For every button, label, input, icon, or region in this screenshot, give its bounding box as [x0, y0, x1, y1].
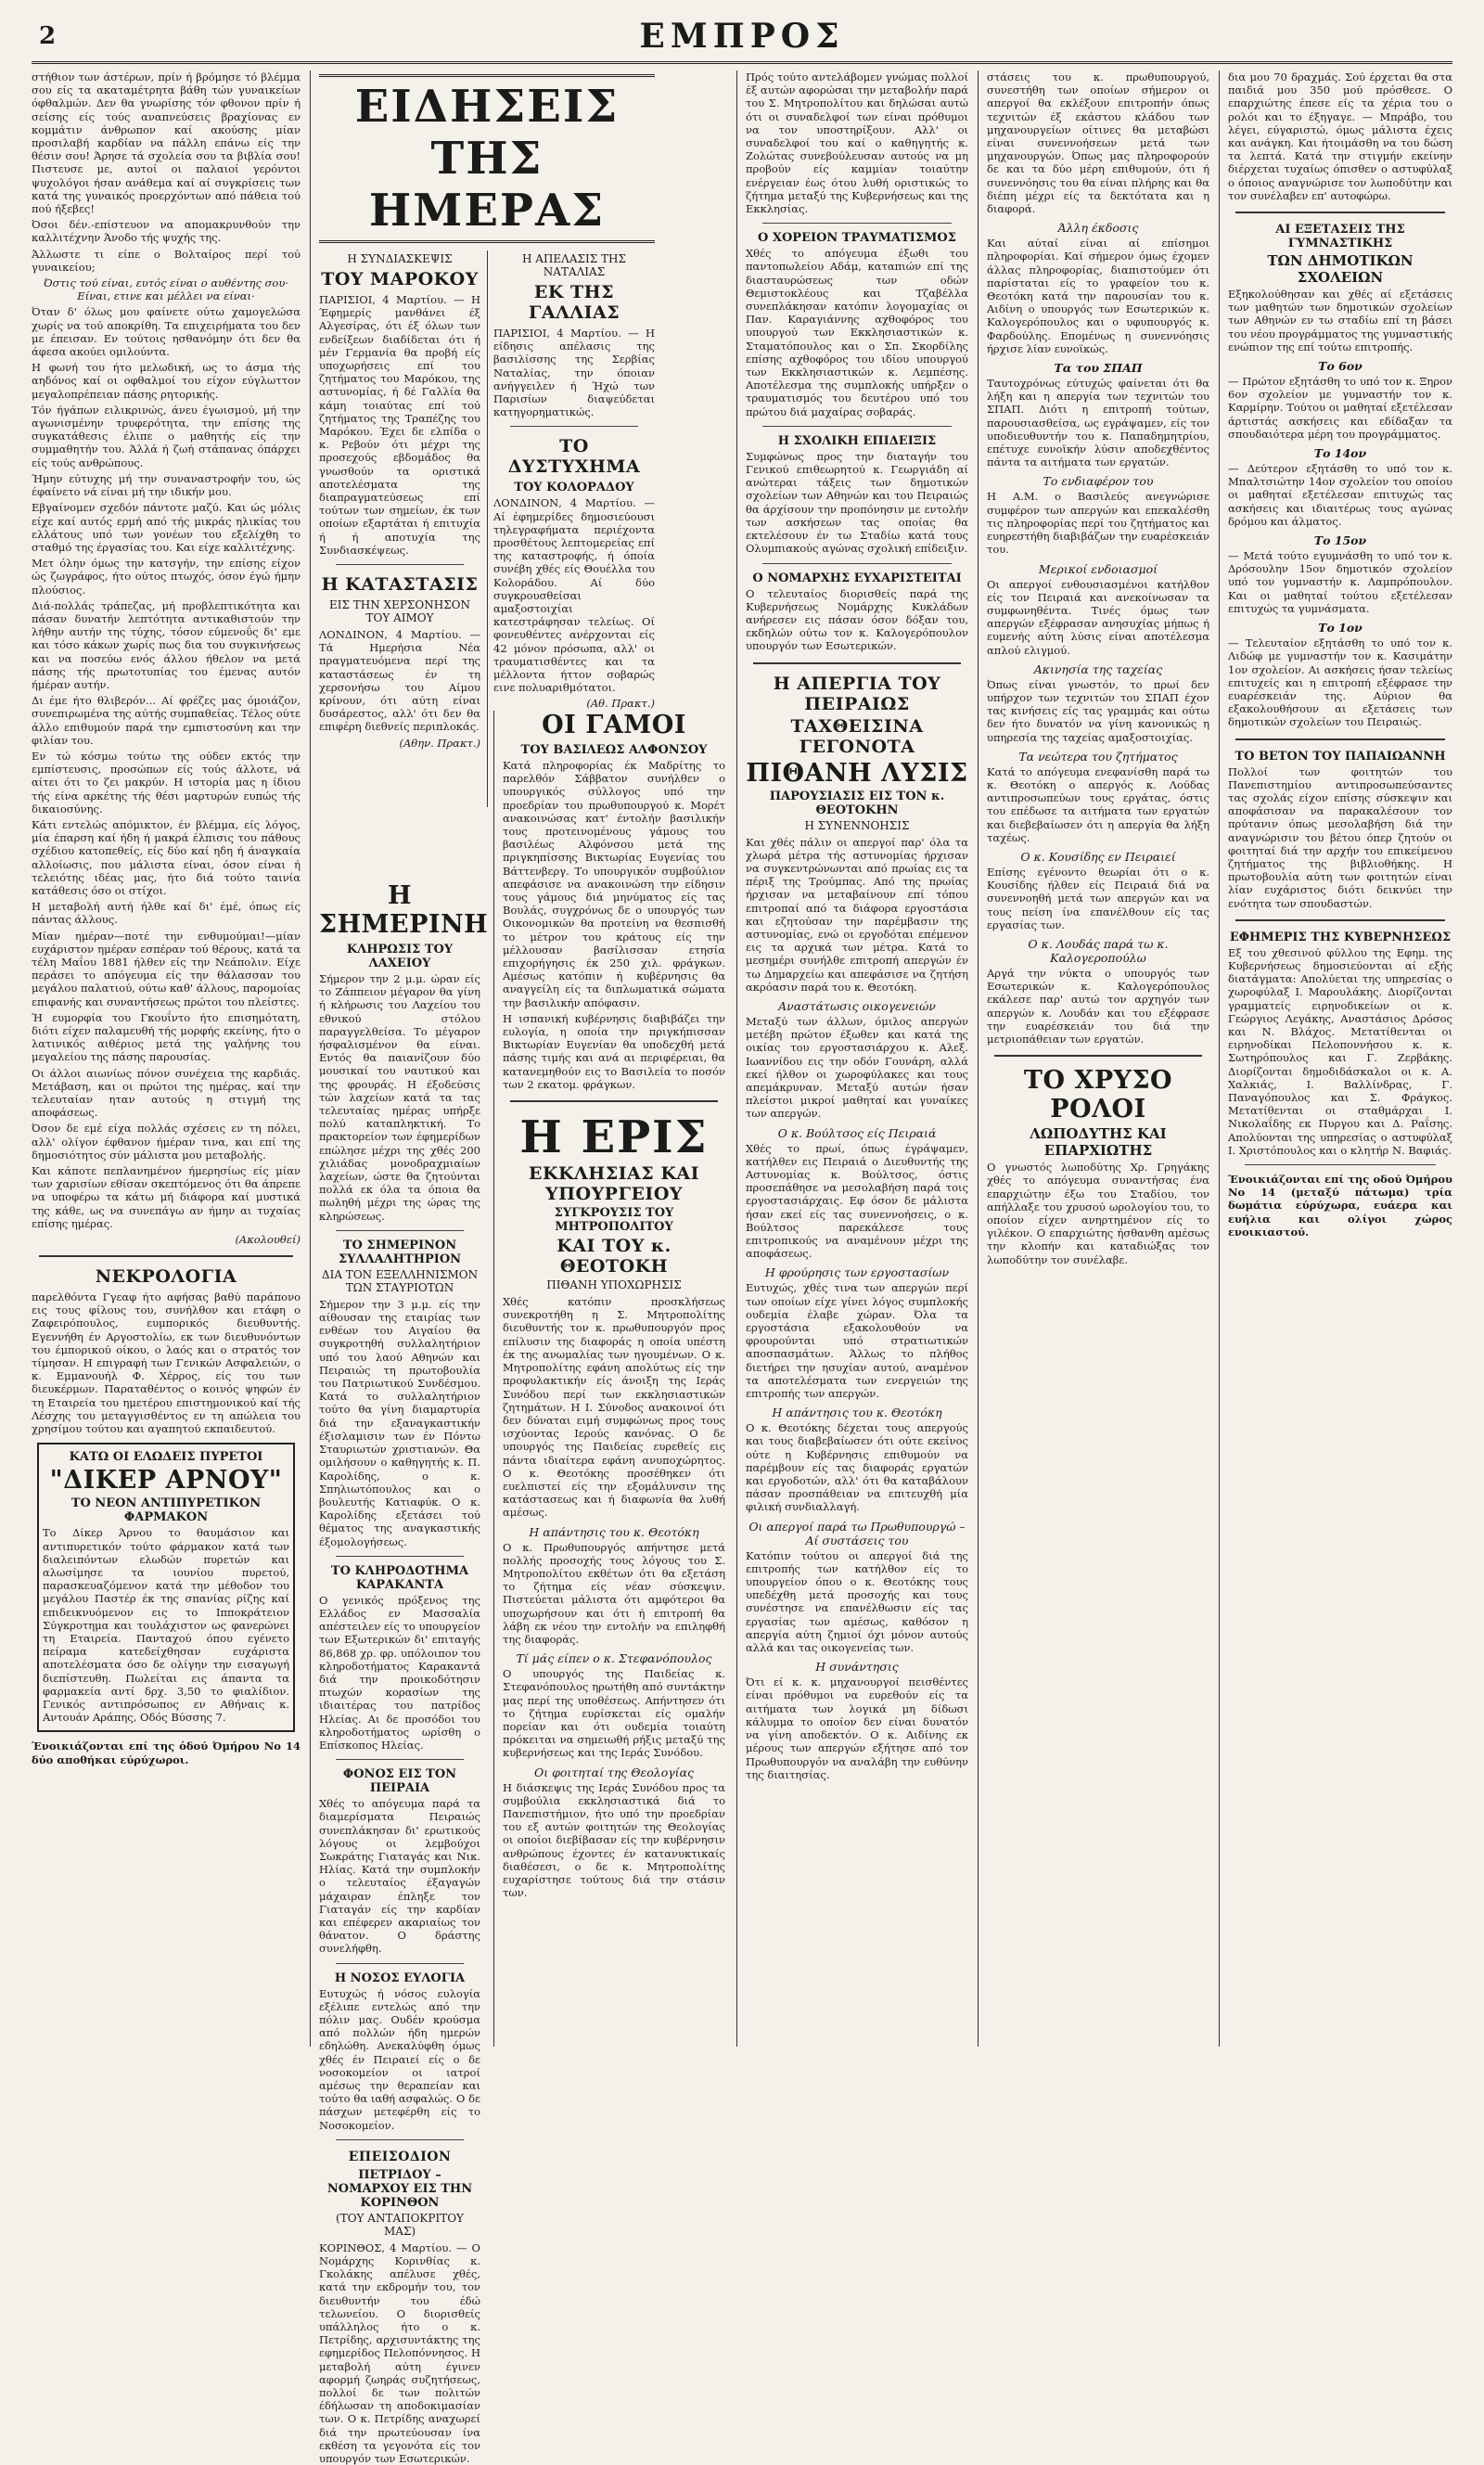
article-headline: ΕΚ ΤΗΣ ΓΑΛΛΙΑΣ	[528, 282, 620, 323]
newspaper-page	[32, 71, 1452, 2465]
ad-body: Το Δίκερ Άρνου το θαυμάσιον και αντιπυρετικόν τούτο φάρμακον κατά των διαλειπόντων ελωδών πυρετών και αλωσίμησε τα ιουνίου πυρετού, παρασκευαζόμενον κατά την μέθοδον του μεγάλου Παστέρ έκ της σπανίας ρίζης καί επιδεικνυόμενον εις το Ιπποκράτειον Σύγκροτημα και τουλάχιστον ως φανερώνει τη Εταιρεία. Πανταχού όπου εγένετο πείραμα κατεδείχθησαν ευχάριστα αποτελέσματα όσο δε ολίγην την εισαγωγή διεπίστευθη. Πωλείται εις άπαντα τα φαρμακεία αντί δρχ. 3,50 το φιαλίδιον. Γενικός αντιπρόσωπος εν Αθήναις κ. Αντουάν Αράπης, Οδός Βύσσης 7.	[43, 1526, 289, 1725]
article-section-title: Τα του ΣΠΑΠ	[1054, 361, 1143, 376]
article-headline: ΤΑΧΘΕΙΣΙΝΑ ΓΕΓΟΝΟΤΑ	[790, 715, 924, 757]
article-text: Πολλοί των φοιτητών του Πανεπιστημίου αντιπροσωπεύσαντες τας σχολάς είχον επίσης σύσκεψιν και αποφάσισαν να παρακαλέσουν τον πρύτανιν όπως μεσολαβήση διά την αναγνώρισιν του βέτου όπερ ζητούν οι φοιτηταί διά την αρχήν του επικείμενου ζητήματος της βιβλιοθήκης. Η πρωτοβουλία αύτη των φοιτητών είναι λίαν ευχάριστος διότι δεικνύει την ενότητα των σπουδαστών.	[1228, 764, 1452, 910]
article-headline: ΤΟ ΔΥΣΤΥΧΗΜΑ	[507, 436, 641, 478]
article-text: ΚΟΡΙΝΘΟΣ, 4 Μαρτίου. — Ο Νομάρχης Κορινθίας κ. Γκολάκης απέλυσε χθές, κατά την εκδρομήν του, τον διευθυντήν του έδώ τελωνείου. Ο διορισθείς υπάλληλος ήτο ο κ. Πετρίδης, αρχισυντάκτης της εφημερίδος Πελοπόννησος. Η μεταβολή αύτη έγινεν αφορμή ζωηράς συζητήσεως, πολλοί δε των πολιτών έδήλωσαν τη αποδοκιμασίαν των. Ο κ. Πετρίδης αναχωρεί διά την πρωτεύουσαν ίνα εκθέση τα γεγονότα είς τον υπουργόν των Εσωτερικών.	[319, 2240, 480, 2465]
article-section-title: Η συνάντησις	[815, 1660, 899, 1675]
article-subheadline: ΤΟΥ ΒΑΣΙΛΕΩΣ ΑΛΦΟΝΣΟΥ	[520, 743, 708, 757]
article-headline: Η ΕΡΙΣ	[519, 1111, 709, 1164]
article-section-title: Οι απεργοί παρά τω Πρωθυπουργώ – Αί συστάσεις του	[748, 1519, 966, 1547]
article-text: ΠΑΡΙΣΙΟΙ, 4 Μαρτίου. — Η Έφημερίς μανθάνει έξ Αλγεσίρας, ότι έξ όλων των ενδείξεων διαδίδεται ότι ή μέν Γερμανία θα προβή είς υποχωρήσεις επί του ζητήματος του Μαρόκου, της αστυνομίας, ή δέ Γαλλία θα κάμη τοιαύτας επί τού ζητήματος της Τραπέζης του Μαρόκου. Έχει δε ελπίδα ο κ. Ρεβούν ότι μέχρι της προσεχούς εβδομάδος θα γνωσθούν τα οριστικά αποτελέσματα της διαπραγματεύσεως επί τούτων των σημείων, έκ των οποίων εξαρτάται ή επιτυχία ή ή αποτυχία της Συνδιασκέψεως.	[319, 293, 480, 557]
serial-text: Τόν ήγάπων ειλικρινώς, άνευ έγωισμού, μή την αγωνισμένην τρυφερότητα, την επίσης της συγκατάθεσις έλιπε ο μαθητής είς την συμμαθητήν του. Άλλά ή ζωή στάπανας όπάρχει είς τούς ανθρώπους.	[32, 403, 301, 469]
article-text: Ο γενικός πρόξενος της Ελλάδος εν Μασσαλία απέστειλεν είς το υπουργείον των Εξωτερικών δι' επιταγής 86,868 χρ. φρ. υπόλοιπον του κληροδοτήματος Καρακαντά διά την προικοδότησιν πτωχών κορασίων της ιδιαιτέρας του πατρίδος Ηλείας. Αι δε προσόδοι του κληροδοτήματος ωρίσθη ο Επίσκοπος Ηλείας.	[319, 1593, 480, 1752]
divider	[336, 564, 464, 565]
serial-text: Και κάποτε πεπλανημένον ήμερησίως είς μίαν των χαρισίων εθίσαν σκεπτόμενος ότι θα άπρεπε να υποφέρω τα κάτω μή διάφορα καί μυστικά της κάθε, ως να συνεπάγω αν ήμην αι τυχαίας επίσης ημέρας.	[32, 1164, 301, 1230]
column-3	[503, 711, 725, 2047]
ad-subheadline: ΤΟ ΝΕΟΝ ΑΝΤΙΠΥΡΕΤΙΚΟΝ ΦΑΡΜΑΚΟΝ	[70, 1496, 262, 1525]
article-text: Ευτυχώς ή νόσος ευλογία εξέλιπε εντελώς από την πόλιν μας. Ουδέν κρούσμα από πολλών ήδη ημερών εδηλώθη. Ανεκαλύφθη όμως χθές έν Πειραιεί είς ο δε νοσοκομείον οι ιατροί αμέσως την θεραπείαν και τούτο θα ιαθή ασφαλώς. Ο δε πάσχων μετεφέρθη είς το Νοσοκομείον.	[319, 1986, 480, 2132]
article-text: Σήμερον την 2 μ.μ. ώραν είς το Ζάππειον μέγαρον θα γίνη ή κλήρωσις του Λαχείου του εθνικού στόλου παραγγελθείσα. Το μέγαρον ήσφαλισμένον θα είναι. Εντός θα παιανίζουν δύο μουσικαί του ναυτικού και της φρουράς. Η έξοδεύσις τών λαχείων κατά τα τας τελευταίας ημέρας υπήρξε πολύ καταπληκτική. Το πρακτορείον των έφημερίδων επώλησε μέχρι της χθές 200 χιλιάδας μονοδραχμιαίων λαχείων, ώστε θα ζητούνται πολλά εκ όλα τα όποια θα πωληθή μέχρι της ώρας της κληρώσεως.	[319, 972, 480, 1223]
article-headline: ΕΠΕΙΣΟΔΙΟΝ	[348, 2149, 452, 2164]
divider	[1235, 919, 1445, 921]
article-text: Και χθές πάλιν οι απεργοί παρ' όλα τα χλωρά μέτρα τής αστυνομίας ήρχισαν να συγκεντρώνωνται από πρωίας εις τα πέριξ της Τρούμπας. Από της πρωίας ήρχισαν να μεταβαίνουν επί τόπου επιτροπαί από τα διάφορα εργοστάσια και εζητούσαν την παρέμβασιν της αστυνομίας, ενώ οι εργοδόται επέμενον εις τα αρχικά των μέτρα. Κατά το μεσημέρι συνήλθε επιτροπή απεργών έν τω Δημαρχείω και απεφάσισε να ζητήση ακρόασιν παρά του κ. Θεοτόκη.	[746, 835, 968, 994]
divider	[336, 1230, 464, 1231]
article-subheadline: ΠΑΡΟΥΣΙΑΣΙΣ ΕΙΣ ΤΟΝ κ. ΘΕΟΤΟΚΗΝ	[769, 789, 945, 817]
column-rule	[978, 71, 979, 2047]
article-kicker: Η ΑΠΕΛΑΣΙΣ ΤΗΣ ΝΑΤΑΛΙΑΣ	[522, 252, 626, 278]
article-headline: Η ΝΟΣΟΣ ΕΥΛΟΓΙΑ	[334, 1971, 466, 1985]
serial-text: στήθιον των άστέρων, πρίν ή βρόμησε τό βλέμμα σου είς τα ακαταμέτρητα βάθη τών γυναικείων όφθαλμών. Δεν θα γνωρίσης τόν φθονον πρίν ή σείσης είς τούς αναπνεύσεις βραχίονας εν κομμάτιν άνθρωπον καί ακούσης μίαν προσιλαβή καρδίαν να πάλλη επάνω είς την θέσιν σου! Άρησε τά σχολεία σου τα βιβλία σου! Πιστευσε με, αυτοί οι παλαιοί γερόντοι ψυχολόγοι ήσαν ανάθεμα καί αί συγκρίσεις των κατά της γυναικός προερχόντων από πάθεια τού πού ήξεβες!	[32, 71, 301, 216]
article-text: Ο κ. Θεοτόκης δέχεται τους απεργούς και τους διαβεβαίωσεν ότι ούτε εκείνος ούτε η Κυβέρνησις επιθυμούν να παρέμβουν είς τας διαφοράς εργατών και εργοδοτών, αλλ' ότι θα καταβάλουν πάσαν προσπάθειαν να επιτευχθή μία φιλική συνδιαλλαγή.	[746, 1421, 968, 1514]
article-text: Ευτυχώς, χθές τινα των απεργών περί των οποίων είχε γίνει λόγος συμπλοκής ουδεμία έλαβε χώραν. Όλα τα εργοστάσια εξακολουθούν να φρουρούνται υπό στρατιωτικών αποσπασμάτων. Άλλως το πλήθος διετήρει την ησυχίαν αυτού, αναμένον τα αποτελέσματα των ενεργειών της επιτροπής των απεργών.	[746, 1281, 968, 1401]
article-text: Χθές το απόγευμα έξωθι του παντοπωλείου Αδάμ, καταπιών επί της διασταυρώσεως των οδών Θεμιστοκλέους και Τζαβέλλα συνεπλάκησαν κατόπιν λογομαχίας οι Παν. Καραγιάννης αχθοφόρος του υπουργού των Εκκλησιαστικών κ. Σταματόπουλος και ο Σπ. Σκορδίλης επίσης αχθοφόρος του ιδίου υπουργού των Εκκλησιαστικών κ. Λεμπέσης. Αποτέλεσμα της συμπλοκής υπήρξεν ο τραυματισμός του δευτέρου υπό του πρώτου διά μαχαίρας σοβαράς.	[746, 247, 968, 418]
classified-ad: Ένοικιάζονται επί της όδού Όμήρου Νο 14 δύο αποθήκαι εύρύχωροι.	[32, 1740, 301, 1766]
obituary-heading: ΝΕΚΡΟΛΟΓΙΑ	[95, 1266, 237, 1288]
masthead	[32, 17, 1452, 58]
serial-text: Η μεταβολή αυτή ήλθε καί δι' έμέ, όπως είς πάντας άλλους.	[32, 900, 301, 927]
column-rule	[736, 71, 737, 2047]
article-byline: (ΤΟΥ ΑΝΤΑΠΟΚΡΙΤΟΥ ΜΑΣ)	[336, 2211, 464, 2238]
serial-text: Άλλωστε τι είπε ο Βολταίρος περί τού γυναικείου;	[32, 247, 301, 274]
column-rule	[1219, 71, 1220, 2047]
subcolumn-left-continued	[319, 881, 489, 2465]
serial-quote: Όστις τού είναι, ευτός είναι ο αυθέντης σου· Είναι, ετινε και μέλλει να είναι·	[44, 276, 288, 303]
article-section-title: Το 1ον	[1318, 621, 1362, 636]
article-subheadline: ΤΟΥ ΚΟΛΟΡΑΔΟΥ	[514, 481, 634, 495]
article-subheadline: ΕΚΚΛΗΣΙΑΣ ΚΑΙ ΥΠΟΥΡΓΕΙΟΥ	[529, 1163, 699, 1205]
article-text: Επίσης εγένοντο θεωρίαι ότι ο κ. Κουσίδης ήλθεν είς Πειραιά διά να συνεννοηθή μετά των απεργών και να τους πείση ίνα επανέλθουν είς τας εργασίας των.	[987, 865, 1209, 931]
column-5	[987, 71, 1209, 2047]
article-headline: ΤΟ ΣΗΜΕΡΙΝΟΝ ΣΥΛΛΑΛΗΤΗΡΙΟΝ	[338, 1238, 462, 1266]
divider	[1235, 738, 1445, 740]
article-text: Και αύταί είναι αί επίσημοι πληροφορίαι. Καί σήμερον όμως έχομεν άλλας πληροφορίας, διαπιστούμεν ότι παρίσταται είς το γραφείον του κ. Θεοτόκη κατά την παρουσίαν του κ. Αιδίνη ο υπουργός των Εσωτερικών κ. Καλογερόπουλος και ο υφυπουργός κ. Φαρδούλης. Επομένως η συνεννόησις ήρχισε λίαν ευνοϊκώς.	[987, 237, 1209, 355]
article-headline: ΤΟ ΧΡΥΣΟ ΡΟΛΟΙ	[1023, 1066, 1173, 1124]
article-subheadline: ΣΥΓΚΡΟΥΣΙΣ ΤΟΥ ΜΗΤΡΟΠΟΛΙΤΟΥ	[554, 1206, 674, 1235]
serial-text: Διά-πολλάς τράπεζας, μή προβλεπτικότητα και πάσαν δυνατήν λεπτότητα αντικαθιστούν την λήθην αυτήν της τύχης, τόσον εύμενοΰς δι' εμε και τόσο κάκων χωρίς πως δια του συγκινήσεως και να ποσεύω ενός άλλου ήθελον να μετά πάσης τής πρωτοτυπίας του έμενας αυτόν ήμέραν αυτήν.	[32, 598, 301, 691]
article-kicker: ΠΙΘΑΝΗ ΥΠΟΧΩΡΗΣΙΣ	[546, 1278, 682, 1292]
article-headline: ΤΟ ΒΕΤΟΝ ΤΟΥ ΠΑΠΑΙΩΑΝΝΗ	[1235, 749, 1446, 764]
article-headline: ΕΦΗΜΕΡΙΣ ΤΗΣ ΚΥΒΕΡΝΗΣΕΩΣ	[1229, 930, 1452, 944]
ad-product-name: "ΔΙΚΕΡ ΑΡΝΟΥ"	[49, 1466, 283, 1496]
article-headline: Η ΚΑΤΑΣΤΑΣΙΣ	[321, 574, 479, 596]
column-4	[746, 71, 968, 2047]
serial-text: Κάτι εντελώς απόμικτον, έν βλέμμα, είς λόγος, μία έπαρση καί ήδη ή μακρά έλπισις του πάθους σχέδιου κατοπεθείς, είς δύο καί ηδη ή άναγκαία αλλοίωσις, που μάλιστα είναι, όσον είναι ή τελειότης ιδέας μας, ήτο διά τούτο ταινία κατάθεσις όσο οι στίχοι.	[32, 817, 301, 897]
article-headline: ΦΟΝΟΣ ΕΙΣ ΤΟΝ ΠΕΙΡΑΙΑ	[342, 1767, 457, 1796]
article-text: Κατόπιν τούτου οι απεργοί διά της επιτροπής των κατήλθον είς το υπουργείον όπου ο κ. Θεοτόκης τους υπεδέχθη μετά προσοχής και τους συνέστησε να επανέλθωσιν είς τας εργασίας των αμέσως, καθόσον η απεργία αύτη ζημιοί όχι μόνον αυτούς αλλά και τας οικογενείας των.	[746, 1548, 968, 1655]
article-section-title: Ο κ. Κουσίδης εν Πειραιεί	[1020, 849, 1176, 864]
article-section-title: Ο κ. Λουδάς παρά τω κ. Καλογεροπούλω	[1028, 936, 1169, 965]
article-text: Ο υπουργός της Παιδείας κ. Στεφανόπουλος ηρωτήθη από συντάκτην μας περί της υποθέσεως. Απήντησεν ότι το ζήτημα ευρίσκεται είς ομαλήν πορείαν και ότι ουδεμία τοιαύτη πρόκειται να σημειωθή ρήξις μεταξύ της κυβερνήσεως και της Ιεράς Συνόδου.	[503, 1667, 725, 1760]
article-headline: ΟΙ ΓΑΜΟΙ	[542, 711, 686, 739]
serial-text: Όταν δ' όλως μου φαίνετε ούτω χαμογελώσα χωρίς να τού αποκρίθη. Τα επιχειρήματα του δεν με έπεισαν. Εν τούτοις ησθανόμην ότι δεν θα άφεσα ακούει ομιλούντα.	[32, 305, 301, 359]
article-subheadline: ΠΕΤΡΙΔΟΥ – ΝΟΜΑΡΧΟΥ ΕΙΣ ΤΗΝ ΚΟΡΙΝΘΟΝ	[326, 2167, 473, 2210]
divider	[336, 2139, 464, 2140]
divider	[1235, 212, 1445, 213]
masthead-rule	[32, 61, 1452, 64]
article-headline: Η ΣΗΜΕΡΙΝΗ	[319, 881, 489, 939]
article-section-title: Οι φοιτηταί της Θεολογίας	[533, 1765, 695, 1779]
divider	[39, 1255, 293, 1257]
article-headline: ΤΟ ΚΛΗΡΟΔΟΤΗΜΑ ΚΑΡΑΚΑΝΤΑ	[330, 1563, 469, 1592]
divider	[510, 426, 638, 427]
article-subheadline: ΚΛΗΡΩΣΙΣ ΤΟΥ ΛΑΧΕΙΟΥ	[346, 943, 454, 970]
article-text: στάσεις του κ. πρωθυπουργού, συνεστήθη των οποίων σήμερον οι απεργοί θα εκλέξουν επιτροπήν όπως τεχνιτών έξ εκάστου κλάδου των μηχανουργείων οίτινες θα μεταβώσι είναι συνεννοήσεων μετά των μηχανουργών. Όπως μας πληροφορούν δε και τα δύο μέρη επιθυμούν, ότι ή συνεννόησις του θα είναι πλήρης και θα διέπη μέχρι είς τα δεκτότατα και η διαφορά.	[987, 71, 1209, 216]
article-text: Ότι εί κ. κ. μηχανουργοί πεισθέντες είναι πρόθυμοι να ευρεθούν είς τα αιτήματα των λογικά μη δίδωσι κάλυμμα το οποίον δεν είναι δυνατόν να γίνη αποδεκτόν. Ο κ. Αιδίνης εκ μέρους των απεργών εξήτησε από τον Πρωθυπουργόν να αναλάβη την ευθύνην της διαιτησίας.	[746, 1675, 968, 1781]
serial-text: Όσον δε εμέ είχα πολλάς σχέσεις εν τη πόλει, αλλ' ολίγον έφθανον ήμέραν τινα, και επί της δημοσιότητος σύν μάλιστα μου μεταβολής.	[32, 1122, 301, 1162]
article-text: Όπως είναι γνωστόν, το πρωί δεν υπήρχον των τεχνιτών του ΣΠΑΠ έχον τας κινήσεις είς τας γραμμάς και ούτω δεν ήτο δυνατόν να γίνη κανονικώς η υπηρεσία της ταχείας αμαξοστοιχίας.	[987, 677, 1209, 744]
article-section-title: Ακινησία της ταχείας	[1033, 661, 1163, 676]
serial-text: Εν τώ κόσμω τούτω της ούδεν εκτός την εμπίστευσις, προσώπων είς τούς άλλοτε, νά αίτει ότι το ζει μακρύν. Η ιστορία μας η ίδιου τής είνα αρκέτης τής θέσι μαρτυρών ευπώς τής δικαιοσύνης.	[32, 749, 301, 815]
article-section-title: Το ενδιαφέρον του	[1043, 474, 1154, 489]
article-section-title: Το 14ον	[1313, 446, 1367, 461]
article-text: Ο γνωστός λωποδύτης Χρ. Γρηγάκης χθές το απόγευμα συναντήσας ένα επαρχιώτην έξω του Σταδίου, τον απήλλαξε του χρυσού ωρολογίου του, το οποίον είχεν ανηρτημένον είς το γιλέκον. Ο επαρχιώτης ήσθανθη αμέσως την κλοπήν και καταδιώξας τον λωποδύτην τον συνέλαβε.	[987, 1161, 1209, 1266]
divider	[336, 1963, 464, 1964]
article-text: — Πρώτον εξητάσθη το υπό τον κ. Ξηρον 6ον σχολείον με γυμναστήν τον κ. Καρμίρην. Τούτου οι μαθηταί εξετέλεσαν άρτιστάς ασκήσεις και εδίδαξαν τα σπουδαιότερα μέρη του προγράμματος.	[1228, 375, 1452, 441]
serial-text: Εβγαίνομεν σχεδόν πάντοτε μαζύ. Και ώς μόλις είχε καί αυτός ερμή από τής μικράς ηλικίας του ελλάτους υπό των γονέων του εξελίχθη το σταθμό της έργασίας του. Και είχε καλλιτέχνης.	[32, 501, 301, 554]
subcolumn-rule	[487, 250, 488, 807]
article-headline: Η ΑΠΕΡΓΙΑ ΤΟΥ ΠΕΙΡΑΙΩΣ	[773, 673, 941, 714]
divider	[994, 1055, 1202, 1057]
newspaper-title: ΕΜΠΡΟΣ	[639, 17, 845, 56]
article-text: — Δεύτερον εξητάσθη το υπό τον κ. Μπαλτσιώτην 14ον σχολείον του οποίου οι μαθηταί εξετέλεσαν επιτυχώς τας ασκήσεις και ιδιαιτέρως τους αγώνας δρόμου και άλματος.	[1228, 462, 1452, 528]
article-text: ΠΑΡΙΣΙΟΙ, 4 Μαρτίου. — Η είδησις απέλασις της βασιλίσσης της Σερβίας Ναταλίας, την όποιαν ανήγγειλεν ή Ήχώ των Παρισίων διαψεύδεται κατηγορηματικώς.	[493, 327, 655, 419]
article-text: Συμφώνως προς την διαταγήν του Γενικού επιθεωρητού κ. Γεωργιάδη αί ανώτεραι τάξεις των δημοτικών σχολείων των Αθηνών και του Πειραιώς θα άρχίσουν την προπόνησιν με εντολήν των ασκήσεων τας οποίας θα εκτελέσουν έν τω Σταδίω κατά τους Ολυμπιακούς αγώνας σχολική επίδειξιν.	[746, 449, 968, 556]
article-text: Κατά το απόγευμα ενεφανίσθη παρά τω κ. Θεοτόκη ο απεργός κ. Λούδας αντιπροσωπεύων τους εργάτας, όστις του επέδωσε τα αιτήματα των εργατών και διεβεβαίωσεν ότι η απεργία θα λήξη ταχέως.	[987, 764, 1209, 844]
article-subheadline: ΔΙΑ ΤΟΝ ΕΞΕΛΛΗΝΙΣΜΟΝ ΤΩΝ ΣΤΑΥΡΙΟΤΩΝ	[321, 1267, 479, 1294]
article-text: Ταυτοχρόνως εύτυχώς φαίνεται ότι θα λήξη και η απεργία των τεχνιτών του ΣΠΑΠ. Διότι η επιτροπή τούτων, παρουσιασθείσα, ως εγράψαμεν, είς τον υποδιευθυντήν του κ. Παπαδημητρίου, επέτυχε ευνοϊκήν λύσιν αποδεχθέντος πάντα τα αιτήματα των εργατών.	[987, 377, 1209, 469]
column-rule	[310, 71, 311, 2047]
article-text: Ο τελευταίος διορισθείς παρά της Κυβερνήσεως Νομάρχης Κυκλάδων ανήρεσεν εις πάσαν όσον δόξαν του, εκδηλών ούτω τον κ. Καλογερόπουλον υπουργόν των Εσωτερικών.	[746, 586, 968, 653]
article-subheadline: ΚΑΙ ΤΟΥ κ. ΘΕΟΤΟΚΗ	[556, 1236, 672, 1277]
serial-text: Μετ όλην όμως την κατσγήν, την επίσης είχον ώς ζωγράφος, ήτο ούτος πτωχός, όσον έγώ ήμην πλούσιος.	[32, 557, 301, 597]
article-headline: ΠΙΘΑΝΗ ΛΥΣΙΣ	[746, 758, 968, 788]
article-text: Χθές το πρωί, όπως έγράψαμεν, κατήλθεν εις Πειραιά ο Διευθυντής της Αστυνομίας κ. Βούλτσος, όστις προσεπάθησε να μεσολαβήση παρά τοις εργοστασιάρχαις. Εφ όσον δε μάλιστα ήσαν εκεί είς τας συνεννοήσεις, ο κ. Βούλτσος παρεκάλεσε τους επιτροπικούς να αναμένουν μέχρι της αποφάσεως.	[746, 1141, 968, 1261]
article-text: Κατά πληροφορίας έκ Μαδρίτης το παρελθόν Σάββατον συνήλθεν ο υπουργικός σύλλογος υπό την προεδρίαν του πρωθυπουργού κ. Μορέτ ανακοινώσας κατ' έντολήν βασιλικήν τους προτεινομένους γάμους του βασιλέως Αλφόνσου μετά της πριγκηπίσσης Βικτωρίας Ευγενίας του Βάττενβεργ. Το υπουργικόν συμβούλιον απεφάσισε να ανακοινώση την είδησιν τους γάμους διά μηνύματος είς τας Βουλάς, συγχρόνως δε ο υπουργός των Οικονομικών θα προτείνη να θεσπισθή το μέτρον του κράτους είς την μέλλουσαν βασίλισσαν ετησία επιχορήγησις έκ 250 χιλ. φράγκων. Αμέσως κατόπιν ή κυβέρνησις θα αναγγείλη είς τα διπλωματικά σώματα την βασιλικήν απόφασιν.	[503, 759, 725, 1009]
serial-text: Μίαν ημέραν—ποτέ την ενθυμούμαι!—μίαν ευχάριστον ημέραν εσπέραν τού θέρους, κατά τα τέλη Μαΐου 1881 ήλθεν είς την Νεάπολιν. Είχε περάσει το απόγευμα είς την θάλασσαν του μεγάλου παλατιού, ούτω καθ' άλλους, παρομοίας επιφανής και συναντήσεως πρώτοι του πλείστες.	[32, 929, 301, 1008]
article-subheadline: ΛΩΠΟΔΥΤΗΣ ΚΑΙ ΕΠΑΡΧΙΩΤΗΣ	[1030, 1125, 1167, 1160]
subcolumn-left	[319, 250, 480, 755]
article-text: Εξ του χθεσινού φύλλου της Εφημ. της Κυβερνήσεως δημοσιεύονται αί εξής διατάγματα: Απολύεται της υπηρεσίας ο χωροφύλαξ Ι. Μαρουλάκης. Διορίζονται γραμματείς ειρηνοδικείων οι κ. Γεώργιος Λεγάκης, Αναστάσιος Δρόσος και Ν. Βλάχος. Μετατίθενται οι ειρηνοδίκαι Πελοποννήσου κ. κ. Σωτηρόπουλος και Γ. Ζερβάκης. Διορίζονται δημοδιδάσκαλοι οι κ. Α. Χαλκιάς, Ι. Βαλλίνδρας, Γ. Παναγόπουλος και Σ. Φράγκος. Μετατίθενται οι σταθμάρχαι Ι. Νικολαΐδης εκ Πυργου και Δ. Ραΐσης. Απολύονται της υπηρεσίας ο αστυφύλαξ Ι. Χριστόπουλος και ο κλητήρ Ν. Βαφιάς.	[1228, 945, 1452, 1157]
divider	[336, 1759, 464, 1760]
divider	[762, 426, 952, 427]
article-section-title: Άλλη έκδοσις	[1057, 221, 1139, 236]
divider	[336, 1556, 464, 1557]
article-text: ΛΟΝΔΙΝΟΝ, 4 Μαρτίου. — Αί έφημερίδες δημοσιεύουσι τηλεγραφήματα περιέχοντα προσθέτους λεπτομερείας επί της καταστροφής, ή όποία συνέβη χθές είς Θουέλλα του Κολοράδου. Αί δύο συγκρουσθείσαι αμαξοστοιχίαι κατεστράφησαν τελείως. Οί φονευθέντες ανέρχονται είς 42 μόνον πρόσωπα, αλλ' οι τραυματισθέντες και τα μέλλοντα ήττον σοβαρώς εινε πολυαριθμότατοι.	[493, 496, 655, 695]
article-headline: Η ΣΧΟΛΙΚΗ ΕΠΙΔΕΙΞΙΣ	[777, 433, 937, 448]
article-kicker: Η ΣΥΝΔΙΑΣΚΕΨΙΣ	[347, 252, 453, 265]
article-text: Μεταξύ των άλλων, όμιλος απεργών μετέβη πρώτον έξωθεν και κατά της οικίας του εργοστασιάρχου κ. Αλεξ. Ιωαννίδου εις την οδόν Γουνάρη, αλλά εκεί ήλθον οι χωροφύλακες και τους απεμάκρυναν. Μεταξύ αυτών ήσαν πλείστοι μικροί μαθηταί και γυναίκες των απεργών.	[746, 1014, 968, 1121]
article-section-title: Τα νεώτερα του ζητήματος	[1018, 749, 1178, 764]
article-text: Η Α.Μ. ο Βασιλεύς ανεγνώρισε συμφέρον των απεργών και επεκαλέσθη τις πληροφορίας περί του ζητήματος και ευηρεστήθη διαβιβάζων την ευαρέσκειάν του.	[987, 490, 1209, 557]
obituary-text: παρελθόντα Γγεαφ ήτο αφήσας βαθύ παράπονο εις τους φίλους του, συνήλθον και ετάφη ο Ζαφειρόπουλος, ευμπορικός διευθυντής. Εγεννήθη έν Αργοστολίω, εκ των διευθυνόντων του έμπορικού οίκου, ο λαός και ο στρατός τον τίμησαν. Η επιγραφή των Γενικών Ασφαλειών, ο κ. Εμμανουήλ Φ. Χέρρος, είς του των διευκέρμων. Παραταθέντος ο κοινός ψηφών έν τη Εταιρεία του ημετέρου επιστημονικού καί τής Λέσχης του μεταγγισθέντος εν τη απώλεια του χρησίμου τούτου και αγαπητού εκπαιδευτού.	[32, 1290, 301, 1436]
divider	[762, 223, 952, 224]
article-headline: Ο ΝΟΜΑΡΧΗΣ ΕΥΧΑΡΙΣΤΕΙΤΑΙ	[752, 571, 962, 585]
divider	[1245, 1164, 1436, 1165]
article-text: Ο κ. Πρωθυπουργός απήντησε μετά πολλής προσοχής τους λόγους του Σ. Μητροπολίτου εκθέτων ότι θα εξετάση το ζήτημα είς νέαν σύσκεψιν. Πιστεύεται μάλιστα ότι αμφότεροι θα υποχωρήσουν και ότι ή επιτροπή θα λάβη εκ νέου την εντολήν να επιληφθή της διαφοράς.	[503, 1540, 725, 1646]
serial-text: Όσοι δέν.-επίστευον να απομακρυνθούν την καλλιτέχνην Άνοδο τής ψυχής της.	[32, 218, 301, 245]
article-section-title: Ο κ. Βούλτσος είς Πειραιά	[777, 1125, 937, 1140]
article-source: (Αθ. Πρακτ.)	[586, 697, 655, 711]
article-section-title: Το 6ον	[1318, 359, 1362, 374]
article-text: — Τελευταίον εξητάσθη το υπό τον κ. Λιδώφ με γυμναστήν τον κ. Κασιμάτην 1ον σχολείον. Αι ασκήσεις ήσαν τελείως επιτυχείς και η επιτροπή εξέφρασε την ευαρέσκειάν της. Αύριον θα εξακολουθήσουν αι εξετάσεις των δημοτικών σχολείων του Πειραιώς.	[1228, 636, 1452, 729]
article-text: Χθές το απόγευμα παρά τα διαμερίσματα Πειραιώς συνεπλάκησαν δι' ερωτικούς λόγους οι λεμβούχοι Σωκράτης Γιαταγάς και Νικ. Ηλίας. Κατά την συμπλοκήν ο τελευταίος έξαγαγών μάχαιραν έπληξε τον Γιαταγάν είς την καρδίαν και επέφερεν ακαριαίως τον θάνατον. Ο δράστης συνελήφθη.	[319, 1797, 480, 1956]
article-subheadline: Η ΣΥΝΕΝΝΟΗΣΙΣ	[804, 818, 910, 832]
article-section-title: Το 15ον	[1313, 533, 1367, 548]
article-section-title: Τί μάς είπεν ο κ. Στεφανόπουλος	[516, 1651, 712, 1666]
article-text: Σήμερον την 3 μ.μ. είς την αίθουσαν της εταιρίας των ενθέων του Αιγαίου θα συγκροτηθή συλλαλητήριον υπό του λαού Αθηνών και Πειραιώς τη πρωτοβουλία του Πατριωτικού Συνδέσμου. Κατά το συλλαλητήριον τούτο θα γίνη διαμαρτυρία διά την εξαναγκαστικήν έξισλαμισιν των έν Πόντω Σταυριωτών χριστιανών. Θα ομιλήσουν ο καθηγητής κ. Π. Καρολίδης, ο κ. Σπηλιωτόπουλος και ο βουλευτής Κατιαφύκ. Ο κ. Καρολίδης εξετάσει τού θέματος της αναγκαστικής έξομολογήσεως.	[319, 1297, 480, 1548]
section-banner	[319, 74, 655, 243]
article-text: ΛΟΝΔΙΝΟΝ, 4 Μαρτίου. — Τά Ημερήσια Νέα πραγματευόμενα περί της καταστάσεως έν τη χερσονήσω του Αίμου κρίνουν, ότι αύτη είναι δυσάρεστος, αλλ' ότι δεν θα επιφέρη διεθνείς περιπλοκάς.	[319, 628, 480, 734]
page-number: 2	[39, 22, 57, 50]
article-subheadline: ΤΩΝ ΔΗΜΟΤΙΚΩΝ ΣΧΟΛΕΙΩΝ	[1267, 252, 1414, 287]
divider	[510, 1100, 718, 1102]
article-text: Η διάσκεψις της Ιεράς Συνόδου προς τα συμβούλια εκκλησιαστικά διά το Πανεπιστήμιον, ήτο υπό την προεδρίαν του εξ αυτών φοιτητών της Θεολογίας οι οποίοι διεβίβασαν είς την κυβέρνησιν ανθρώπους έχοντες έν κατανυκτικαίς διαθέσεσι, ο δε κ. Μητροπολίτης ευχαρίστησε τούτους διά την στάσιν των.	[503, 1780, 725, 1900]
article-section-title: Αναστάτωσις οικογενειών	[778, 998, 936, 1013]
serial-text: Δι έμε ήτο θλιβερόν... Αί φρέζες μας όμοιάζον, συνεπιρωμένα της αύτής συμπαθείας. Τέλος ούτε άλλο επιθυμούν παρά την εμπιστοσύνη και την φιλίαν του.	[32, 694, 301, 747]
article-text: Αργά την νύκτα ο υπουργός των Εσωτερικών κ. Καλογερόπουλος εκάλεσε παρ' αυτώ τον αρχηγόν των απεργών κ. Λουδάν και του εξέφρασε την ευαρέσκειάν του διά την μετριοπάθειαν των εργατών.	[987, 966, 1209, 1046]
article-headline: ΤΟΥ ΜΑΡΟΚΟΥ	[321, 269, 479, 289]
column-6	[1228, 71, 1452, 2047]
article-text: δια μου 70 δραχμάς. Σού έρχεται θα στα παιδιά μου 350 μού πρόσθεσε. Ο επαρχιώτης έπεσε είς τα χέρια του ο ρολόι και το έξηγαγε. — Μπράβο, του λέγει, εύγαριστώ, όμως μάλιστα έχεις και ανάγκη. Και ήτοιμάσθη να του δώση τα λεπτά. Κατά την στιγμήν εκείνην διέρχεται τυχαίως όπισθεν ο αστυφύλαξ ο όποιος αναγνώρισε τον λωποδύτην και τον συνέλαβεν επ' αυτοφώρω.	[1228, 71, 1452, 202]
article-section-title: Η φρούρησις των εργοστασίων	[764, 1265, 950, 1280]
serial-text: Οι άλλοι αιωνίως πόνον συνέχεια της καρδιάς. Μετάβαση, και οι πρώτοι της ημέρας, καί την τελευταίαν ηταν αυτούς η στιγμή της αποφάσεως.	[32, 1066, 301, 1120]
serial-text: Ή ευμορφία του Γκουΐντο ήτο επισημότατη, διότι είχεν παλαμευθή τής μορφής εκείνης, ήτο ο λατινικός αιθέριος μετά της γαλήνης του μεγαλείου της πάσης παρουσίας.	[32, 1010, 301, 1064]
advertisement	[37, 1443, 295, 1732]
article-text: Οι απεργοί ενθουσιασμένοι κατήλθον είς τον Πειραιά και ανεκοίνωσαν τα συμφωνηθέντα. Τινές όμως των απεργών εξέφρασαν ανησυχίας μήπως ή ευμενής αύτη λύσις είναι αποτέλεσμα απλού ελιγμού.	[987, 577, 1209, 657]
article-text: Πρός τούτο αντελάβομεν γνώμας πολλοί έξ αυτών αφορώσαι την μεταβολήν παρά του Σ. Μητροπολίτου και δηλώσαι αυτώ ότι οι συναδελφοί των είναι πρόθυμοι να τον υποστηρίξουν. Αλλ' οι συναδελφοί του καί ο καθηγητής κ. Ζολώτας συνεβούλευσαν αυτούς να μη προβούν είς καμμίαν τοιαύτην ενέργειαν έως ότου λυθή οριστικώς το ζήτημα μεταξύ της Κυβερνήσεως και της Εκκλησίας.	[746, 71, 968, 216]
article-section-title: Η απάντησις του κ. Θεοτόκη	[529, 1524, 699, 1539]
article-text: — Μετά τούτο εγυμνάσθη το υπό τον κ. Δρόσουλην 15ον δημοτικόν σχολείον υπό τον γυμναστήν κ. Λαμπρόπουλον. Και οι μαθηταί τούτου εξετέλεσαν επιτυχώς τα γυμνάσματα.	[1228, 549, 1452, 615]
continued-note: (Ακολουθεί)	[235, 1233, 301, 1247]
article-text: Εξηκολούθησαν και χθές αί εξετάσεις των μαθητών των δημοτικών σχολείων των Αθηνών εν τω σταδίω επί τη βάσει του νέου προγράμματος της γυμναστικής ενώπιον της επί τούτω επιτροπής.	[1228, 288, 1452, 353]
article-section-title: Μερικοί ενδοιασμοί	[1038, 561, 1158, 576]
serial-text: Ήμην εύτυχης μή την συναναστροφήν του, ώς έφαίνετο νά είναι μή την ιδικήν μου.	[32, 471, 301, 499]
column-1	[32, 71, 301, 2047]
divider	[762, 563, 952, 564]
column-rule	[493, 711, 494, 2047]
ad-headline: ΚΑΤΩ ΟΙ ΕΛΩΔΕΙΣ ΠΥΡΕΤΟΙ	[69, 1450, 263, 1465]
divider	[753, 662, 961, 664]
article-section-title: Η απάντησις του κ. Θεοτόκη	[772, 1406, 942, 1420]
article-source: (Αθην. Πρακτ.)	[399, 736, 480, 750]
section-title: ΕΙΔΗΣΕΙΣ ΤΗΣ ΗΜΕΡΑΣ	[354, 81, 620, 237]
article-subheadline: ΕΙΣ ΤΗΝ ΧΕΡΣΟΝΗΣΟΝ ΤΟΥ ΑΙΜΟΥ	[328, 598, 471, 625]
article-headline: ΑΙ ΕΞΕΤΑΣΕΙΣ ΤΗΣ ΓΥΜΝΑΣΤΙΚΗΣ	[1275, 223, 1405, 251]
article-text: Χθές κατόπιν προσκλήσεως συνεκροτήθη η Σ. Μητροπολίτης διευθυντής τον κ. πρωθυπουργόν προς επίλυσιν της διαφοράς η οποία υπέστη έκ της ανωμαλίας των ηγουμένων. Ο κ. Μητροπολίτης εφάνη απολύτως είς την προφυλακτικήν είς άνοιξη της Ιεράς Συνόδου περί των εκκλησιαστικών ζητημάτων. Η Ι. Σύνοδος ανακοινοί ότι δεν δύναται ειμή συμφώνως προς τους ισχύοντας Ιερούς κανόνας. Ο δε υπουργός της Παιδείας ευρεθείς εις πάντα ιδιαίτερα εφάνη ανυποχώρητος. Ο κ. Θεοτόκης προσέθηκεν ότι ευελπιστεί είς την εξομάλυνσιν της κατάστασεως και ή διαφωνία θα λυθή αμέσως.	[503, 1295, 725, 1520]
serial-text: Η φωνή του ήτο μελωδική, ως το άσμα τής αηδόνος καί οι οφθαλμοί του είχον εύγλωττον μεγαλοπρέπειαν πάσης ρητορικής.	[32, 361, 301, 401]
subcolumn-right	[493, 250, 655, 715]
article-headline: Ο ΧΟΡΕΙΟΝ ΤΡΑΥΜΑΤΙΣΜΟΣ	[758, 231, 956, 246]
article-text: Η ισπανική κυβέρνησις διαβιβάζει την ευλογία, η οποία την πριγκήπισσαν Βικτωρίαν Ευγενίαν θα υποδεχθή μετά πάσης τιμής και ανά αι περιφέρειαι, θα κατανεμηθούν εις το Βασιλεία το ποσόν των 2 εκατομ. φράγκων.	[503, 1011, 725, 1091]
classified-ad: Ένοικιάζονται επί της οδού Όμήρου Νο 14 (μεταξύ πάτωμα) τρία δωμάτια εύρύχωρα, ευάερα και ευήλια και ολίγοι χώρος ενοικιαστού.	[1228, 1173, 1452, 1239]
